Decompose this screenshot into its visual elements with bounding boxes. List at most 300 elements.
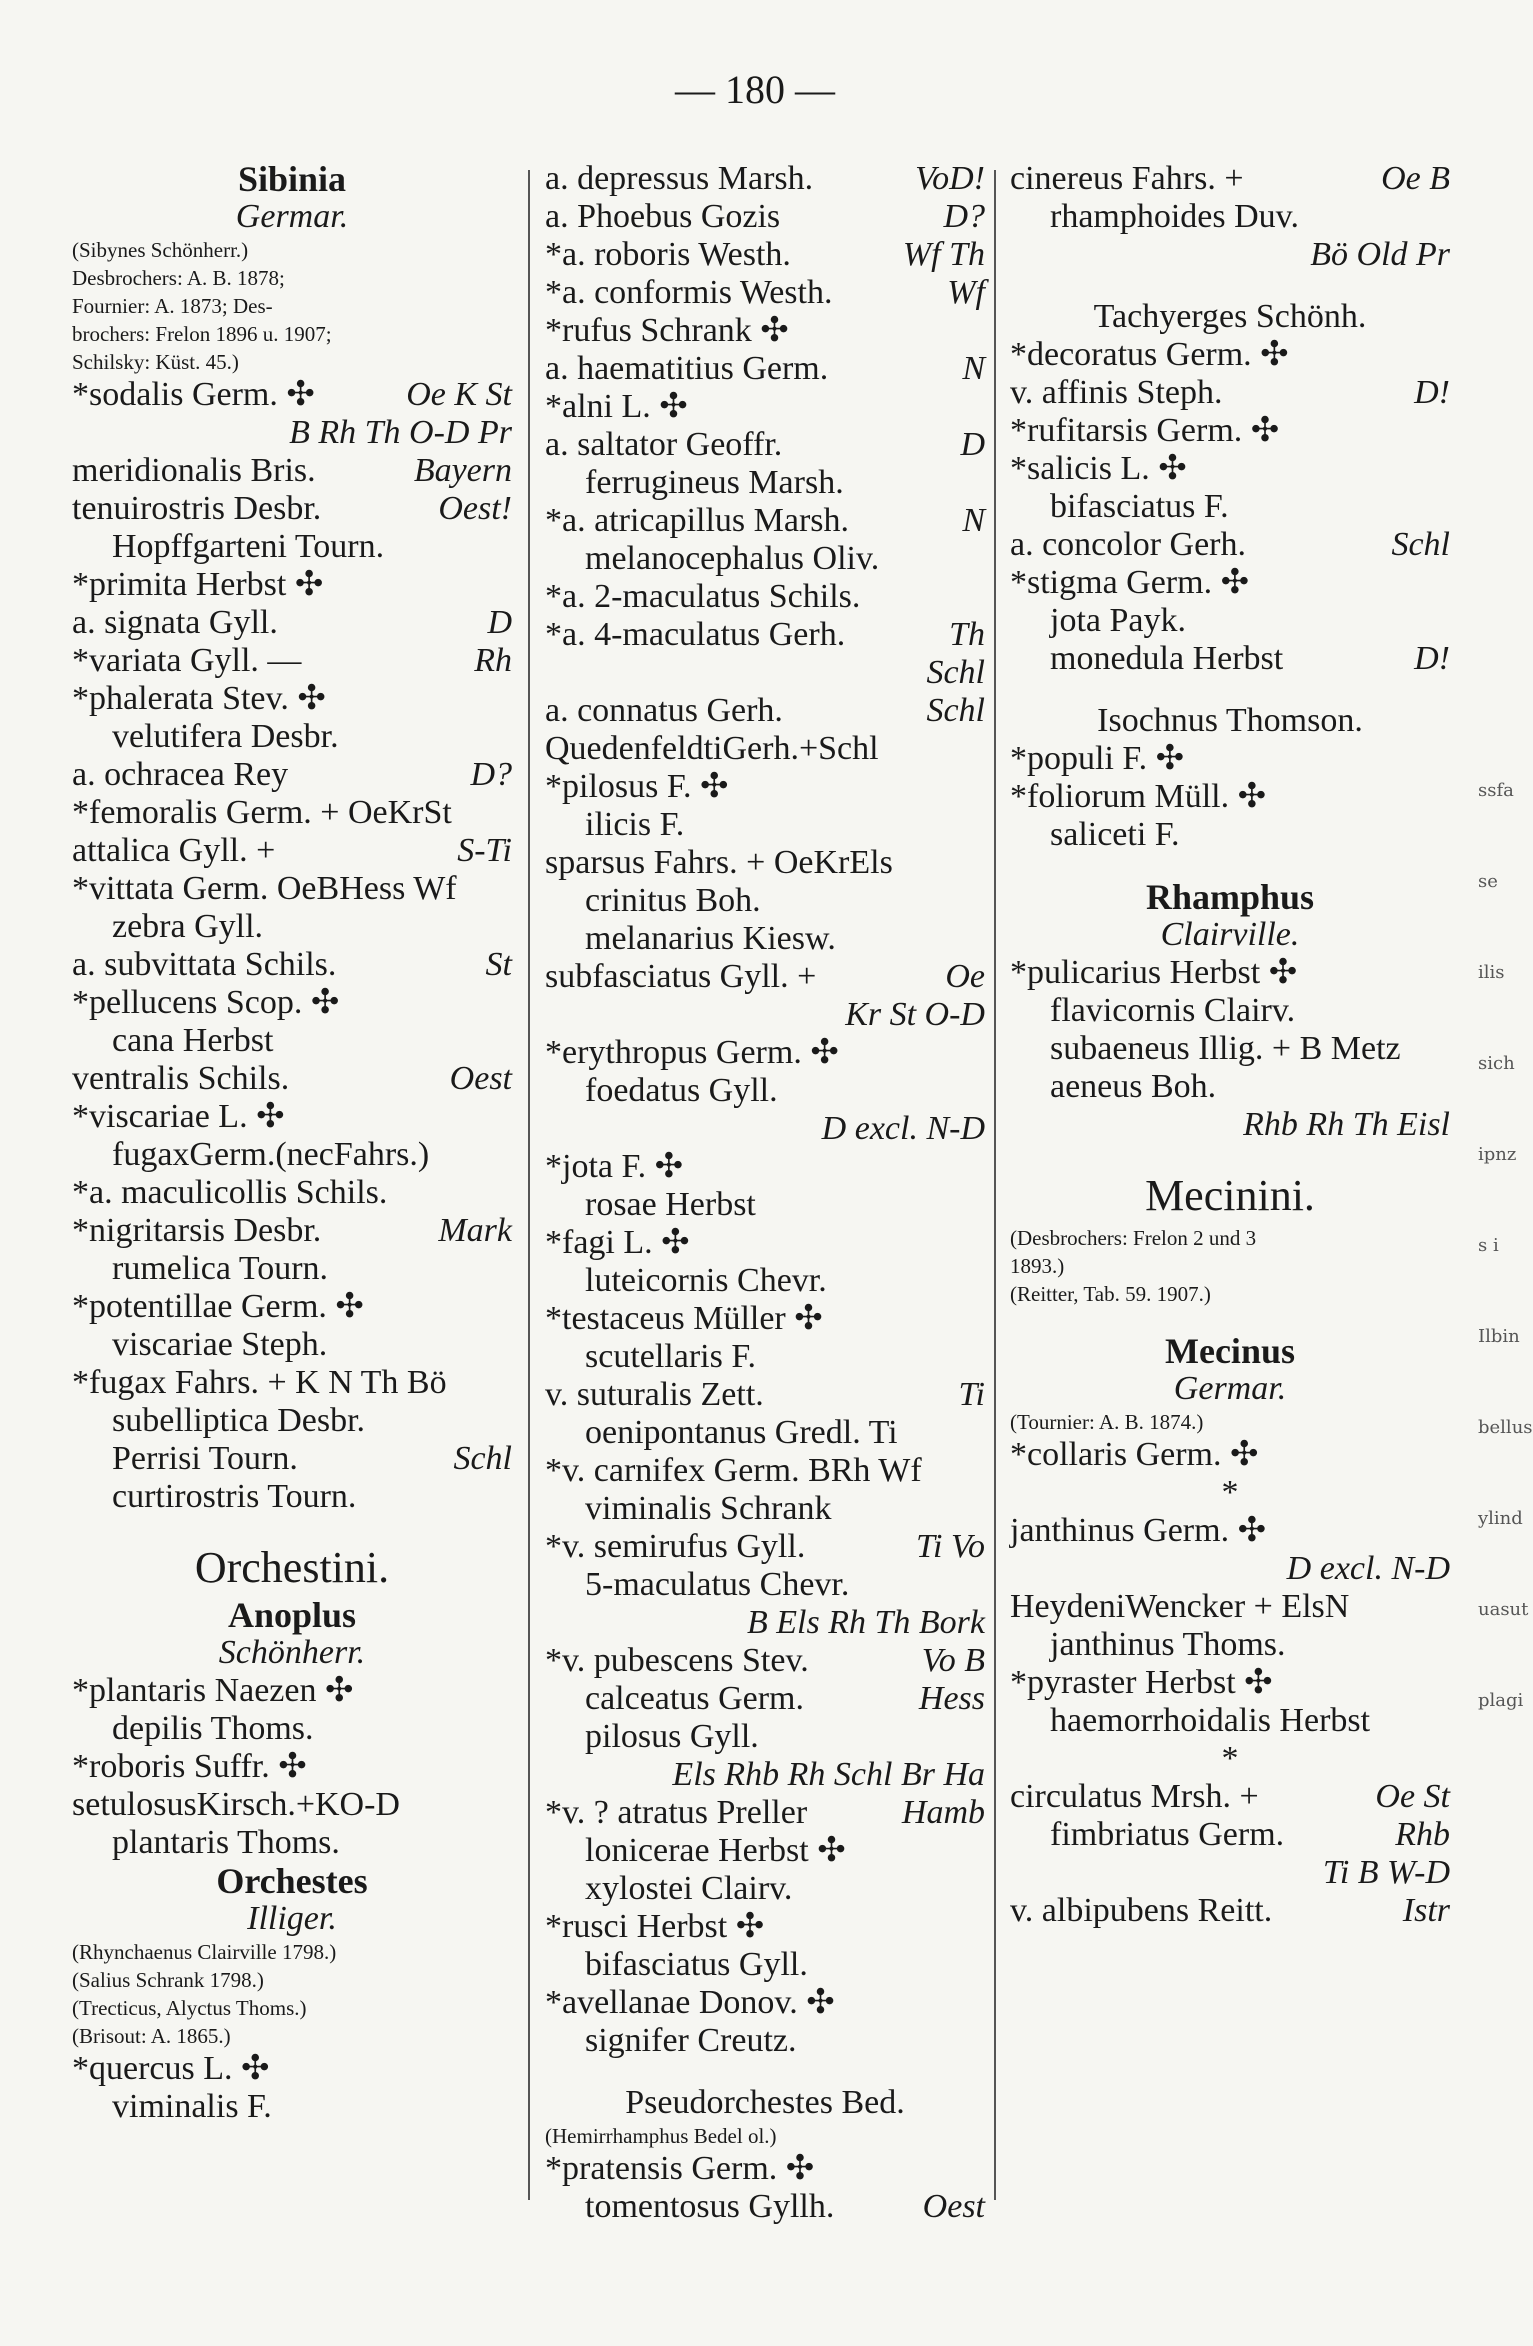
entry-text: *pilosus F. ✣ [545, 768, 729, 805]
entry-line [545, 1224, 985, 1262]
entry-text: Illiger. [247, 1900, 337, 1937]
distribution-note: D! [1414, 374, 1450, 411]
entry-text: Germar. [1173, 1370, 1287, 1407]
entry-line [1010, 412, 1450, 450]
entry-text: *alni L. ✣ [545, 388, 688, 425]
entry-text: bifasciatus F. [1050, 488, 1229, 525]
entry-text: *sodalis Germ. ✣ [72, 376, 315, 413]
entry-line [545, 2122, 985, 2150]
entry-text: ventralis Schils. [72, 1060, 290, 1097]
entry-text: bifasciatus Gyll. [585, 1946, 808, 1983]
entry-text: pilosus Gyll. [585, 1718, 759, 1755]
entry-line [545, 1528, 985, 1566]
column-middle [545, 160, 985, 2226]
distribution-note: Oest! [438, 490, 512, 527]
entry-text: v. albipubens Reitt. [1010, 1892, 1273, 1929]
entry-text: *quercus L. ✣ [72, 2050, 270, 2087]
entry-text: *viscariae L. ✣ [72, 1098, 285, 1135]
entry-line [1010, 1408, 1450, 1436]
margin-fragment: ylind [1478, 1508, 1523, 1529]
entry-text: tomentosus Gyllh. [585, 2188, 835, 2225]
entry-text: setulosusKirsch.+KO-D [72, 1786, 400, 1823]
entry-line [72, 452, 512, 490]
entry-line [72, 870, 512, 908]
entry-text: *a. 4-maculatus Gerh. [545, 616, 846, 653]
entry-line [545, 388, 985, 426]
entry-text: QuedenfeldtiGerh.+Schl [545, 730, 879, 767]
author-line [72, 198, 512, 236]
entry-line [545, 1756, 985, 1794]
entry-text: monedula Herbst [1050, 640, 1284, 677]
distribution-note: Rhb [1395, 1816, 1450, 1853]
distribution-note: N [962, 502, 985, 539]
entry-line [1010, 1778, 1450, 1816]
distribution-note: Schl [453, 1440, 512, 1477]
entry-text: Rhamphus [1145, 877, 1315, 917]
entry-text: *a. roboris Westh. [545, 236, 791, 273]
genus-heading [1010, 1332, 1450, 1370]
column-divider [528, 170, 530, 2200]
entry-text: cinereus Fahrs. + [1010, 160, 1244, 197]
entry-line [72, 1966, 512, 1994]
entry-text: a. ochracea Rey [72, 756, 289, 793]
entry-text: *avellanae Donov. ✣ [545, 1984, 835, 2021]
distribution-note: B Rh Th O-D Pr [289, 414, 512, 451]
entry-text: fugaxGerm.(necFahrs.) [112, 1136, 430, 1173]
entry-line [72, 348, 512, 376]
entry-text: (Rhynchaenus Clairville 1798.) [72, 1940, 337, 1964]
entry-line [72, 642, 512, 680]
entry-text: jota Payk. [1050, 602, 1186, 639]
entry-text: crinitus Boh. [585, 882, 761, 919]
entry-line [1010, 778, 1450, 816]
entry-text: viminalis Schrank [585, 1490, 832, 1527]
distribution-note: Ti [958, 1376, 985, 1413]
entry-text: *stigma Germ. ✣ [1010, 564, 1250, 601]
author-line [1010, 916, 1450, 954]
entry-text: a. Phoebus Gozis [545, 198, 781, 235]
entry-line [545, 844, 985, 882]
entry-line [545, 1034, 985, 1072]
entry-line [72, 566, 512, 604]
entry-line [1010, 954, 1450, 992]
entry-text: (Desbrochers: Frelon 2 und 3 [1010, 1226, 1257, 1250]
entry-line [545, 2022, 985, 2060]
entry-line [545, 1186, 985, 1224]
entry-text: v. suturalis Zett. [545, 1376, 764, 1413]
distribution-note: Els Rhb Rh Schl Br Ha [672, 1756, 985, 1793]
entry-text: lonicerae Herbst ✣ [585, 1832, 846, 1869]
entry-line [1010, 1436, 1450, 1474]
entry-line [72, 832, 512, 870]
entry-text: *decoratus Germ. ✣ [1010, 336, 1289, 373]
entry-text: flavicornis Clairv. [1050, 992, 1296, 1029]
entry-line [1010, 854, 1450, 878]
entry-text: *pratensis Germ. ✣ [545, 2150, 815, 2187]
entry-text: *vittata Germ. OeBHess Wf [72, 870, 457, 907]
distribution-note: D excl. N-D [821, 1110, 985, 1147]
entry-text: *salicis L. ✣ [1010, 450, 1187, 487]
entry-text: *potentillae Germ. ✣ [72, 1288, 364, 1325]
entry-line [545, 1604, 985, 1642]
entry-text: (Trecticus, Alyctus Thoms.) [72, 1996, 307, 2020]
entry-line [545, 1718, 985, 1756]
entry-line [72, 1516, 512, 1540]
entry-text: plantaris Thoms. [112, 1824, 340, 1861]
entry-text: foedatus Gyll. [585, 1072, 778, 1109]
entry-text: Mecinini. [1145, 1171, 1315, 1220]
distribution-note: Oe [945, 958, 985, 995]
entry-line [72, 1022, 512, 1060]
entry-line [545, 730, 985, 768]
entry-text: a. subvittata Schils. [72, 946, 337, 983]
entry-line [1010, 1702, 1450, 1740]
entry-line [1010, 564, 1450, 602]
entry-text: *v. carnifex Germ. BRh Wf [545, 1452, 922, 1489]
entry-line [1010, 1892, 1450, 1930]
entry-line [545, 768, 985, 806]
entry-text: v. affinis Steph. [1010, 374, 1223, 411]
distribution-note: D excl. N-D [1286, 1550, 1450, 1587]
distribution-note: St [485, 946, 512, 983]
entry-line [1010, 1512, 1450, 1550]
distribution-note: D [960, 426, 985, 463]
entry-line [72, 292, 512, 320]
entry-text: janthinus Germ. ✣ [1010, 1512, 1267, 1549]
entry-text: Desbrochers: A. B. 1878; [72, 266, 285, 290]
entry-text: a. depressus Marsh. [545, 160, 814, 197]
entry-line [545, 2084, 985, 2122]
entry-line [545, 1946, 985, 1984]
entry-text: Orchestini. [194, 1543, 390, 1592]
entry-line [545, 920, 985, 958]
entry-text: *pellucens Scop. ✣ [72, 984, 340, 1021]
entry-text: *primita Herbst ✣ [72, 566, 324, 603]
entry-line [72, 376, 512, 414]
entry-line [72, 1938, 512, 1966]
entry-text: subfasciatus Gyll. + [545, 958, 817, 995]
distribution-note: D? [943, 198, 985, 235]
entry-text: ferrugineus Marsh. [585, 464, 844, 501]
entry-line [545, 1338, 985, 1376]
entry-line [1010, 1308, 1450, 1332]
entry-text: HeydeniWencker + ElsN [1010, 1588, 1350, 1625]
entry-line [545, 1832, 985, 1870]
entry-line [72, 1136, 512, 1174]
distribution-note: Rhb Rh Th Eisl [1243, 1106, 1450, 1143]
right-margin-fragments [1478, 780, 1533, 2340]
entry-line [72, 1364, 512, 1402]
entry-line [545, 1870, 985, 1908]
distribution-note: Oe St [1375, 1778, 1450, 1815]
entry-text: *erythropus Germ. ✣ [545, 1034, 839, 1071]
entry-text: 1893.) [1010, 1254, 1065, 1278]
distribution-note: Mark [438, 1212, 512, 1249]
genus-heading [1010, 878, 1450, 916]
distribution-note: Ti B W-D [1322, 1854, 1450, 1891]
entry-line [545, 996, 985, 1034]
column-right [1010, 160, 1450, 1930]
entry-line [72, 1212, 512, 1250]
margin-fragment: plagi [1478, 1690, 1524, 1711]
entry-text: subaeneus Illig. + B Metz [1050, 1030, 1401, 1067]
entry-line [1010, 740, 1450, 778]
entry-text: *nigritarsis Desbr. [72, 1212, 322, 1249]
entry-line [545, 160, 985, 198]
entry-text: a. signata Gyll. [72, 604, 278, 641]
entry-line [72, 1402, 512, 1440]
entry-text: Sibinia [237, 159, 347, 199]
distribution-note: Bayern [413, 452, 512, 489]
distribution-note: Rh [474, 642, 512, 679]
entry-text: xylostei Clairv. [585, 1870, 793, 1907]
entry-line [545, 654, 985, 692]
entry-line [545, 616, 985, 654]
margin-fragment: Ilbin [1478, 1326, 1520, 1347]
entry-line [1010, 1854, 1450, 1892]
distribution-note: Hess [918, 1680, 985, 1717]
entry-line [1010, 488, 1450, 526]
tribe-heading [72, 1540, 512, 1596]
entry-line [545, 1110, 985, 1148]
entry-text: *femoralis Germ. + OeKrSt [72, 794, 452, 831]
entry-line [1010, 1816, 1450, 1854]
distribution-note: D [487, 604, 512, 641]
distribution-note: Wf [947, 274, 985, 311]
entry-text: Tachyerges Schönh. [1093, 298, 1367, 335]
entry-text: melanarius Kiesw. [585, 920, 836, 957]
entry-text: tenuirostris Desbr. [72, 490, 322, 527]
entry-line [72, 2022, 512, 2050]
entry-line [545, 274, 985, 312]
entry-text: rhamphoides Duv. [1050, 198, 1299, 235]
entry-line [545, 502, 985, 540]
page-number: — 180 — [675, 67, 835, 112]
entry-text: sparsus Fahrs. + OeKrEls [545, 844, 893, 881]
entry-line [545, 1680, 985, 1718]
entry-text: Germar. [235, 198, 349, 235]
entry-line [1010, 198, 1450, 236]
entry-line [1010, 1106, 1450, 1144]
entry-line [545, 2150, 985, 2188]
entry-line [545, 1300, 985, 1338]
entry-text: rosae Herbst [585, 1186, 756, 1223]
margin-fragment: ssfa [1478, 780, 1514, 801]
entry-text: aeneus Boh. [1050, 1068, 1217, 1105]
entry-text: *v. pubescens Stev. [545, 1642, 809, 1679]
entry-line [1010, 1144, 1450, 1168]
distribution-note: B Els Rh Th Bork [747, 1604, 985, 1641]
margin-fragment: bellus [1478, 1417, 1533, 1438]
entry-line [72, 1824, 512, 1862]
entry-line [72, 264, 512, 292]
entry-line [1010, 1550, 1450, 1588]
entry-text: cana Herbst [112, 1022, 274, 1059]
entry-line [545, 1376, 985, 1414]
entry-text: scutellaris F. [585, 1338, 757, 1375]
entry-line [72, 718, 512, 756]
column-left [72, 160, 512, 2126]
entry-line [545, 1072, 985, 1110]
entry-line [545, 464, 985, 502]
entry-text: viminalis F. [112, 2088, 272, 2125]
entry-line [545, 1566, 985, 1604]
entry-text: *v. semirufus Gyll. [545, 1528, 806, 1565]
entry-text: *fagi L. ✣ [545, 1224, 690, 1261]
entry-line [72, 320, 512, 348]
entry-text: 5-maculatus Chevr. [585, 1566, 850, 1603]
entry-text: *foliorum Müll. ✣ [1010, 778, 1267, 815]
entry-text: Orchestes [216, 1861, 368, 1901]
entry-line [1010, 1664, 1450, 1702]
entry-line [72, 1174, 512, 1212]
entry-text: a. connatus Gerh. [545, 692, 783, 729]
entry-text: *rusci Herbst ✣ [545, 1908, 765, 1945]
margin-fragment: uasut [1478, 1599, 1529, 1620]
entry-text: attalica Gyll. + [72, 832, 276, 869]
distribution-note: Bö Old Pr [1310, 236, 1450, 273]
author-line [72, 1634, 512, 1672]
entry-line [72, 984, 512, 1022]
entry-text: *a. atricapillus Marsh. [545, 502, 850, 539]
margin-fragment: sich [1478, 1053, 1515, 1074]
entry-line [545, 426, 985, 464]
entry-line [1010, 992, 1450, 1030]
entry-text: depilis Thoms. [112, 1710, 314, 1747]
entry-text: zebra Gyll. [112, 908, 264, 945]
entry-line [1010, 1030, 1450, 1068]
distribution-note: D? [470, 756, 512, 793]
entry-line [545, 1452, 985, 1490]
entry-text: haemorrhoidalis Herbst [1050, 1702, 1371, 1739]
entry-text: calceatus Germ. [585, 1680, 804, 1717]
entry-text: a. saltator Geoffr. [545, 426, 783, 463]
entry-text: Fournier: A. 1873; Des- [72, 294, 273, 318]
entry-line [545, 1984, 985, 2022]
entry-text: Clairville. [1160, 916, 1300, 953]
entry-line [545, 1490, 985, 1528]
entry-text: * [1221, 1474, 1239, 1511]
entry-text: *a. maculicollis Schils. [72, 1174, 388, 1211]
entry-text: oenipontanus Gredl. Ti [585, 1414, 898, 1451]
entry-text: (Hemirrhamphus Bedel ol.) [545, 2124, 777, 2148]
margin-fragment: se [1478, 871, 1498, 892]
distribution-note: Hamb [901, 1794, 985, 1831]
entry-line [72, 756, 512, 794]
entry-text: *plantaris Naezen ✣ [72, 1672, 354, 1709]
entry-line [72, 1288, 512, 1326]
entry-line [72, 1786, 512, 1824]
genus-heading [72, 1596, 512, 1634]
entry-text: Schilsky: Küst. 45.) [72, 350, 239, 374]
entry-text: Perrisi Tourn. [112, 1440, 298, 1477]
entry-text: rumelica Tourn. [112, 1250, 329, 1287]
author-line [1010, 1370, 1450, 1408]
entry-text: subelliptica Desbr. [112, 1402, 366, 1439]
entry-text: (Salius Schrank 1798.) [72, 1968, 264, 1992]
entry-line [545, 1414, 985, 1452]
entry-line [72, 794, 512, 832]
entry-line [1010, 1252, 1450, 1280]
distribution-note: Th [949, 616, 985, 653]
distribution-note: Ti Vo [916, 1528, 985, 1565]
entry-line [1010, 336, 1450, 374]
entry-text: *variata Gyll. — [72, 642, 302, 679]
entry-text: luteicornis Chevr. [585, 1262, 827, 1299]
distribution-note: D! [1414, 640, 1450, 677]
entry-text: a. haematitius Germ. [545, 350, 829, 387]
distribution-note: Schl [926, 692, 985, 729]
entry-line [545, 2060, 985, 2084]
entry-line [1010, 1224, 1450, 1252]
distribution-note: VoD! [915, 160, 985, 197]
entry-text: (Sibynes Schönherr.) [72, 238, 249, 262]
entry-line [72, 908, 512, 946]
entry-text: *v. ? atratus Preller [545, 1794, 808, 1831]
entry-line [545, 692, 985, 730]
entry-line [1010, 1626, 1450, 1664]
entry-line [545, 198, 985, 236]
distribution-note: Oest [449, 1060, 512, 1097]
entry-text: circulatus Mrsh. + [1010, 1778, 1259, 1815]
entry-text: *testaceus Müller ✣ [545, 1300, 823, 1337]
entry-line [545, 2188, 985, 2226]
entry-line [72, 680, 512, 718]
entry-line [545, 578, 985, 616]
entry-line [545, 1148, 985, 1186]
entry-line [1010, 1588, 1450, 1626]
entry-text: *a. 2-maculatus Schils. [545, 578, 861, 615]
entry-line [72, 414, 512, 452]
entry-text: fimbriatus Germ. [1050, 1816, 1285, 1853]
entry-text: signifer Creutz. [585, 2022, 797, 2059]
entry-text: saliceti F. [1050, 816, 1180, 853]
distribution-note: Istr [1402, 1892, 1450, 1929]
distribution-note: Schl [1391, 526, 1450, 563]
entry-line [545, 958, 985, 996]
entry-line [72, 604, 512, 642]
entry-text: Schönherr. [218, 1634, 366, 1671]
genus-heading [72, 1862, 512, 1900]
column-divider [994, 170, 996, 2200]
entry-text: *pyraster Herbst ✣ [1010, 1664, 1273, 1701]
entry-line [1010, 602, 1450, 640]
entry-text: *rufitarsis Germ. ✣ [1010, 412, 1280, 449]
entry-line [1010, 1474, 1450, 1512]
entry-text: *roboris Suffr. ✣ [72, 1748, 307, 1785]
distribution-note: Wf Th [902, 236, 985, 273]
distribution-note: Kr St O-D [845, 996, 985, 1033]
entry-text: *fugax Fahrs. + K N Th Bö [72, 1364, 447, 1401]
entry-line [545, 540, 985, 578]
entry-line [1010, 702, 1450, 740]
entry-text: a. concolor Gerh. [1010, 526, 1247, 563]
entry-line [545, 806, 985, 844]
distribution-note: Vo B [921, 1642, 985, 1679]
entry-line [72, 490, 512, 528]
entry-line [72, 2050, 512, 2088]
entry-line [545, 882, 985, 920]
entry-line [1010, 526, 1450, 564]
margin-fragment: ipnz [1478, 1144, 1517, 1165]
entry-text: *jota F. ✣ [545, 1148, 684, 1185]
entry-text: meridionalis Bris. [72, 452, 316, 489]
entry-line [72, 528, 512, 566]
entry-text: *phalerata Stev. ✣ [72, 680, 326, 717]
entry-line [72, 1440, 512, 1478]
entry-line [1010, 640, 1450, 678]
entry-text: ilicis F. [585, 806, 685, 843]
